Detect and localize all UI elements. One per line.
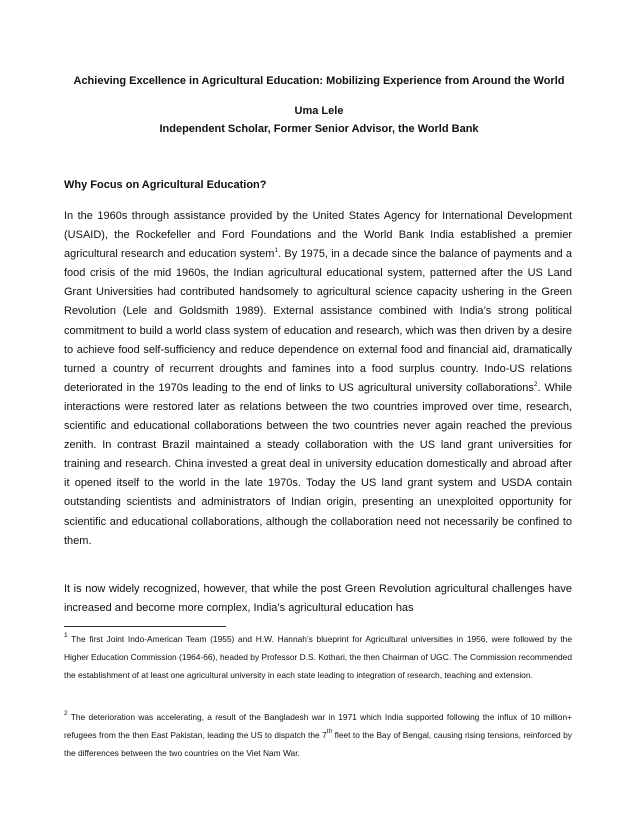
footnote-2	[64, 708, 572, 762]
paragraph-1-text-a: In the 1960s through assistance provided by the United States Agency for International Development (USAID), the Rockefeller and Ford Foundations and the World Bank India established a premier agricultural research and education system	[64, 210, 572, 261]
paragraph-1-text-b: . By 1975, in a decade since the balance of payments and a food crisis of the mid 1960s, the Indian agricultural educational system, patterned after the US Land Grant Universities had contributed handsomely to agricultural science capacity ushering in the Green Revolution (Lele and Goldsmith 1989). External assistance combined with India’s strong political commitment to build a world class system of education and research, which was then driven by a desire to achieve food self-sufficiency and reduce dependence on external food and financial aid, dramatically turned a country of recurrent droughts and famines into a food surplus country. Indo-US relations deteriorated in the 1970s leading to the end of links to US agricultural university collaborations	[64, 248, 572, 394]
paper-title: Achieving Excellence in Agricultural Education: Mobilizing Experience from Around the World	[73, 75, 565, 87]
footnote-1-mark: 1	[64, 632, 68, 639]
section-heading: Why Focus on Agricultural Education?	[64, 179, 267, 191]
author-name: Uma Lele	[294, 105, 344, 117]
footnote-ref-2: 2	[533, 380, 538, 388]
paragraph-1-text-c: . While interactions were restored later as relations between the two countries improved over time, research, scientific and educational collaborations between the two countries never again reached the previous zenith. In contrast Brazil maintained a steady collaboration with the US land grant universities for training and research. China invested a great deal in university education domestically and abroad after it opened itself to the world in the late 1970s. Today the US land grant system and USDA contain outstanding scientists and administrators of Indian origin, presenting an unexploited opportunity for scientific and educational collaborations, although the collaboration need not necessarily be confined to them.	[64, 381, 572, 547]
footnote-2-superscript: th	[326, 728, 333, 735]
footnote-ref-1: 1	[274, 247, 279, 255]
footnote-1	[64, 630, 572, 684]
footnote-2-mark: 2	[64, 710, 68, 717]
body-paragraph-2: It is now widely recognized, however, that while the post Green Revolution agricultural challenges have increased and become more complex, India’s agricultural education has	[64, 583, 572, 615]
footnote-2-text-b: fleet to the Bay of Bengal, causing rising tensions, reinforced by the differences between the two countries on the Viet Nam War.	[64, 730, 572, 758]
body-paragraph-1	[64, 207, 572, 551]
footnote-1-text: The first Joint Indo-American Team (1955) and H.W. Hannah’s blueprint for Agricultural universities in 1956, were followed by the Higher Education Commission (1964-66), headed by Professor D.S. Kothari, the then Chairman of UGC. The Commission recommended the establishment of at least one agricultural university in each state leading to integration of research, teaching and extension.	[64, 634, 572, 680]
footnote-divider	[64, 626, 226, 627]
author-affiliation: Independent Scholar, Former Senior Advisor, the World Bank	[159, 123, 479, 135]
footnote-2-text-a: The deterioration was accelerating, a result of the Bangladesh war in 1971 which India supported following the influx of 10 million+ refugees from the then East Pakistan, leading the US to dispatch the 7	[64, 712, 572, 740]
